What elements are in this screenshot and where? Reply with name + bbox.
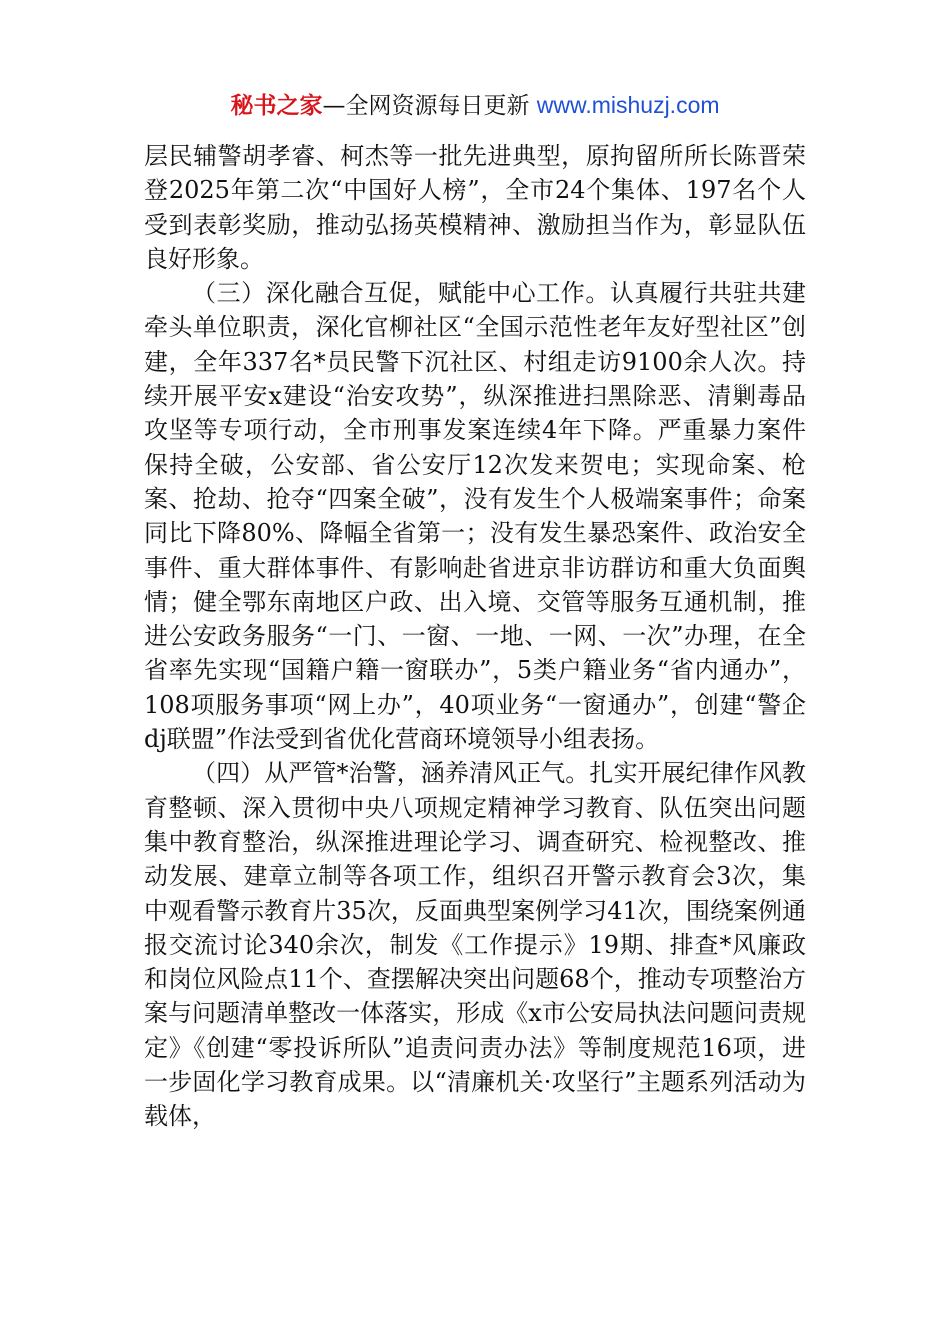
page-header xyxy=(0,90,950,121)
header-tagline: —全网资源每日更新 xyxy=(322,93,537,119)
paragraph-section-4: （四）从严管*治警，涵养清风正气。扎实开展纪律作风教育整顿、深入贯彻中央八项规定精神学习教育、队伍突出问题集中教育整治，纵深推进理论学习、调查研究、检视整改、推动发展、建章立制等各项工作，组织召开警示教育会3次，集中观看警示教育片35次，反面典型案例学习41次，围绕案例通报交流讨论340余次，制发《工作提示》19期、排查*风廉政和岗位风险点11个、查摆解决突出问题68个，推动专项整治方案与问题清单整改一体落实，形成《x市公安局执法问题问责规定》《创建“零投诉所队”追责问责办法》等制度规范16项，进一步固化学习教育成果。以“清廉机关·攻坚行”主题系列活动为载体， xyxy=(144,759,806,1131)
paragraph-section-3: （三）深化融合互促，赋能中心工作。认真履行共驻共建牵头单位职责，深化官柳社区“全国示范性老年友好型社区”创建，全年337名*员民警下沉社区、村组走访9100余人次。持续开展平安x建设“治安攻势”，纵深推进扫黑除恶、清剿毒品攻坚等专项行动，全市刑事发案连续4年下降。严重暴力案件保持全破，公安部、省公安厅12次发来贺电；实现命案、枪案、抢劫、抢夺“四案全破”，没有发生个人极端案事件；命案同比下降80%、降幅全省第一；没有发生暴恐案件、政治安全事件、重大群体事件、有影响赴省进京非访群访和重大负面舆情；健全鄂东南地区户政、出入境、交管等服务互通机制，推进公安政务服务“一门、一窗、一地、一网、一次”办理，在全省率先实现“国籍户籍一窗联办”，5类户籍业务“省内通办”，108项服务事项“网上办”，40项业务“一窗通办”，创建“警企dj联盟”作法受到省优化营商环境领导小组表扬。 xyxy=(144,279,806,754)
paragraph-continuation: 层民辅警胡孝睿、柯杰等一批先进典型，原拘留所所长陈晋荣登2025年第二次“中国好人榜”，全市24个集体、197名个人受到表彰奖励，推动弘扬英模精神、激励担当作为，彰显队伍良好形象。 xyxy=(144,142,806,273)
header-url-link[interactable]: www.mishuzj.com xyxy=(536,92,720,118)
brand-name: 秘书之家 xyxy=(230,93,323,119)
document-body xyxy=(144,139,806,1134)
